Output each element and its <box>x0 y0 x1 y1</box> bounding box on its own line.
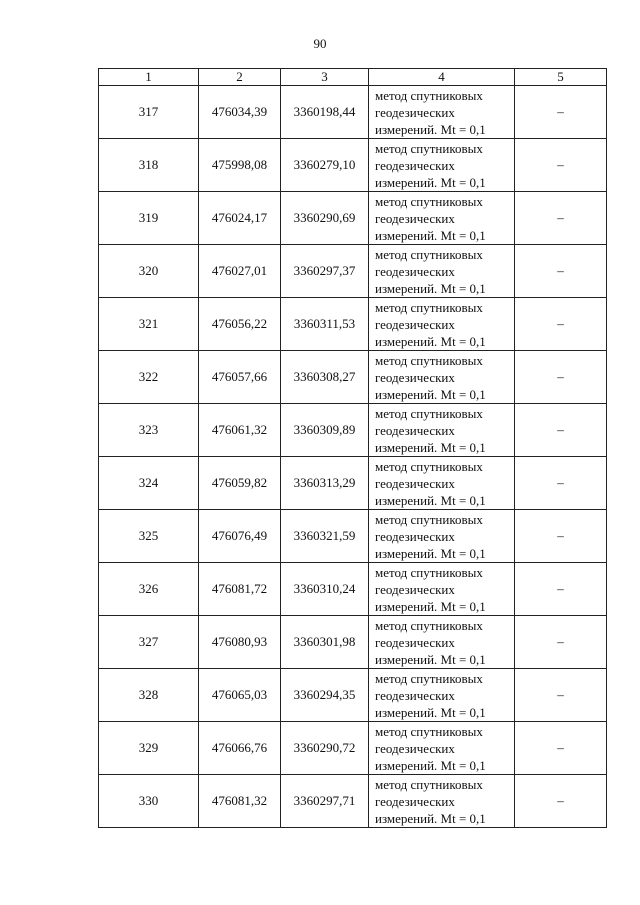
point-number-cell: 329 <box>99 722 199 775</box>
method-cell <box>369 404 515 457</box>
method-line: метод спутниковых <box>375 670 483 686</box>
method-line: метод спутниковых <box>375 617 483 633</box>
y-coordinate-cell: 3360310,24 <box>281 563 369 616</box>
y-coordinate-cell: 3360297,37 <box>281 245 369 298</box>
method-line: геодезических <box>375 263 455 279</box>
method-line: геодезических <box>375 316 455 332</box>
y-coordinate-cell: 3360311,53 <box>281 298 369 351</box>
method-line: измерений. Mt = 0,1 <box>375 174 486 190</box>
table-row <box>99 722 607 775</box>
method-line: метод спутниковых <box>375 564 483 580</box>
y-coordinate-cell: 3360279,10 <box>281 139 369 192</box>
y-coordinate-cell: 3360290,72 <box>281 722 369 775</box>
method-line: измерений. Mt = 0,1 <box>375 598 486 614</box>
note-cell: – <box>515 86 607 139</box>
y-coordinate-cell: 3360309,89 <box>281 404 369 457</box>
x-coordinate-cell: 476034,39 <box>199 86 281 139</box>
method-line: метод спутниковых <box>375 405 483 421</box>
point-number-cell: 327 <box>99 616 199 669</box>
table-row <box>99 192 607 245</box>
table-row <box>99 510 607 563</box>
method-line: геодезических <box>375 422 455 438</box>
point-number-cell: 330 <box>99 775 199 828</box>
method-cell <box>369 351 515 404</box>
point-number-cell: 317 <box>99 86 199 139</box>
x-coordinate-cell: 476059,82 <box>199 457 281 510</box>
column-header: 3 <box>281 69 369 86</box>
y-coordinate-cell: 3360290,69 <box>281 192 369 245</box>
table-body <box>99 86 607 828</box>
method-line: измерений. Mt = 0,1 <box>375 121 486 137</box>
table-row <box>99 457 607 510</box>
column-header: 5 <box>515 69 607 86</box>
x-coordinate-cell: 476076,49 <box>199 510 281 563</box>
y-coordinate-cell: 3360321,59 <box>281 510 369 563</box>
method-cell <box>369 510 515 563</box>
column-header: 2 <box>199 69 281 86</box>
x-coordinate-cell: 476024,17 <box>199 192 281 245</box>
y-coordinate-cell: 3360297,71 <box>281 775 369 828</box>
method-line: метод спутниковых <box>375 140 483 156</box>
method-line: метод спутниковых <box>375 87 483 103</box>
point-number-cell: 319 <box>99 192 199 245</box>
method-line: геодезических <box>375 581 455 597</box>
method-line: измерений. Mt = 0,1 <box>375 757 486 773</box>
table-row <box>99 245 607 298</box>
note-cell: – <box>515 298 607 351</box>
y-coordinate-cell: 3360301,98 <box>281 616 369 669</box>
x-coordinate-cell: 476065,03 <box>199 669 281 722</box>
method-line: геодезических <box>375 157 455 173</box>
table-row <box>99 298 607 351</box>
method-line: геодезических <box>375 793 455 809</box>
table-row <box>99 86 607 139</box>
method-line: измерений. Mt = 0,1 <box>375 280 486 296</box>
page-number: 90 <box>313 36 327 51</box>
method-line: измерений. Mt = 0,1 <box>375 439 486 455</box>
point-number-cell: 324 <box>99 457 199 510</box>
method-line: метод спутниковых <box>375 352 483 368</box>
note-cell: – <box>515 245 607 298</box>
method-line: метод спутниковых <box>375 193 483 209</box>
y-coordinate-cell: 3360308,27 <box>281 351 369 404</box>
table-row <box>99 139 607 192</box>
point-number-cell: 322 <box>99 351 199 404</box>
method-line: метод спутниковых <box>375 511 483 527</box>
note-cell: – <box>515 563 607 616</box>
note-cell: – <box>515 457 607 510</box>
method-line: геодезических <box>375 210 455 226</box>
method-cell <box>369 563 515 616</box>
x-coordinate-cell: 476080,93 <box>199 616 281 669</box>
method-cell <box>369 86 515 139</box>
table-row <box>99 404 607 457</box>
point-number-cell: 321 <box>99 298 199 351</box>
method-line: метод спутниковых <box>375 246 483 262</box>
y-coordinate-cell: 3360294,35 <box>281 669 369 722</box>
method-line: измерений. Mt = 0,1 <box>375 651 486 667</box>
note-cell: – <box>515 775 607 828</box>
x-coordinate-cell: 475998,08 <box>199 139 281 192</box>
method-line: измерений. Mt = 0,1 <box>375 227 486 243</box>
x-coordinate-cell: 476057,66 <box>199 351 281 404</box>
note-cell: – <box>515 510 607 563</box>
table-row <box>99 775 607 828</box>
note-cell: – <box>515 139 607 192</box>
method-cell <box>369 669 515 722</box>
x-coordinate-cell: 476066,76 <box>199 722 281 775</box>
x-coordinate-cell: 476081,72 <box>199 563 281 616</box>
note-cell: – <box>515 404 607 457</box>
method-line: измерений. Mt = 0,1 <box>375 333 486 349</box>
table-row <box>99 563 607 616</box>
method-line: измерений. Mt = 0,1 <box>375 386 486 402</box>
x-coordinate-cell: 476081,32 <box>199 775 281 828</box>
method-line: метод спутниковых <box>375 776 483 792</box>
point-number-cell: 328 <box>99 669 199 722</box>
method-line: метод спутниковых <box>375 723 483 739</box>
column-header: 4 <box>369 69 515 86</box>
note-cell: – <box>515 351 607 404</box>
method-line: геодезических <box>375 528 455 544</box>
method-line: геодезических <box>375 687 455 703</box>
table-row <box>99 616 607 669</box>
table-row <box>99 669 607 722</box>
table-header-row <box>99 69 607 86</box>
method-line: измерений. Mt = 0,1 <box>375 492 486 508</box>
point-number-cell: 325 <box>99 510 199 563</box>
method-cell <box>369 139 515 192</box>
method-cell <box>369 457 515 510</box>
column-header: 1 <box>99 69 199 86</box>
note-cell: – <box>515 616 607 669</box>
method-line: метод спутниковых <box>375 458 483 474</box>
x-coordinate-cell: 476027,01 <box>199 245 281 298</box>
note-cell: – <box>515 669 607 722</box>
point-number-cell: 323 <box>99 404 199 457</box>
x-coordinate-cell: 476056,22 <box>199 298 281 351</box>
method-line: метод спутниковых <box>375 299 483 315</box>
note-cell: – <box>515 192 607 245</box>
note-cell: – <box>515 722 607 775</box>
coordinates-table <box>98 68 607 828</box>
method-cell <box>369 298 515 351</box>
method-line: измерений. Mt = 0,1 <box>375 545 486 561</box>
point-number-cell: 320 <box>99 245 199 298</box>
y-coordinate-cell: 3360198,44 <box>281 86 369 139</box>
method-line: геодезических <box>375 369 455 385</box>
method-line: геодезических <box>375 740 455 756</box>
method-line: геодезических <box>375 634 455 650</box>
method-line: измерений. Mt = 0,1 <box>375 704 486 720</box>
point-number-cell: 326 <box>99 563 199 616</box>
table-row <box>99 351 607 404</box>
method-line: геодезических <box>375 104 455 120</box>
method-cell <box>369 775 515 828</box>
method-cell <box>369 192 515 245</box>
method-line: геодезических <box>375 475 455 491</box>
x-coordinate-cell: 476061,32 <box>199 404 281 457</box>
method-cell <box>369 245 515 298</box>
method-cell <box>369 616 515 669</box>
point-number-cell: 318 <box>99 139 199 192</box>
y-coordinate-cell: 3360313,29 <box>281 457 369 510</box>
method-line: измерений. Mt = 0,1 <box>375 810 486 826</box>
method-cell <box>369 722 515 775</box>
